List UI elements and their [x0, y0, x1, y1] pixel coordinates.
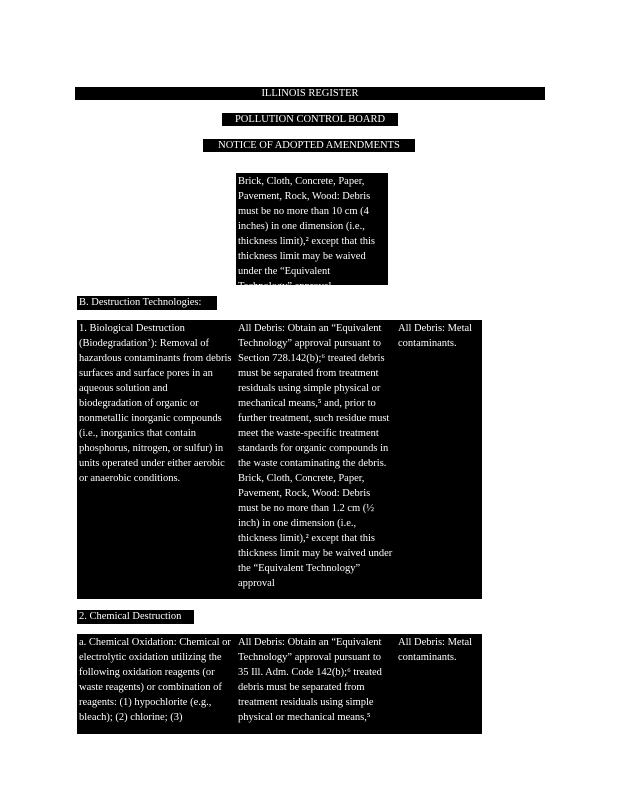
row1-contaminant-cell: All Debris: Metal contaminants. — [398, 323, 473, 349]
table-row — [77, 634, 482, 734]
table-row — [77, 320, 482, 599]
row2-standard-cell: All Debris: Obtain an “Equivalent Technology” approval pursuant to 35 Ill. Adm. Code 142(b);⁶ treated debris must be separated from treatment residuals using simple physical or mechanical means,⁵ — [238, 637, 382, 723]
row1-technology-cell: 1. Biological Destruction (Biodegradation’): Removal of hazardous contaminants from debris surfaces and surface pores in an aqueous solution and biodegradation of organic or nonmetallic inorganic compounds (i.e., inorganics that contain phosphorus, nitrogen, or sulfur) in units operated under either aerobic or anaerobic conditions. — [79, 323, 232, 484]
row2-technology-cell: a. Chemical Oxidation: Chemical or electrolytic oxidation utilizing the following oxidation reagents (or waste reagents) or combination of reagents: (1) hypochlorite (e.g., bleach); (2) chlorine; (3) — [79, 637, 231, 723]
register-title: ILLINOIS REGISTER — [75, 87, 545, 100]
row2-contaminant-cell: All Debris: Metal contaminants. — [398, 637, 473, 663]
section-2-heading: 2. Chemical Destruction — [77, 610, 194, 624]
row1-standard-cell: All Debris: Obtain an “Equivalent Technology” approval pursuant to Section 728.142(b);⁶ treated debris must be separated from treatment residuals using simple physical or mechanical means,⁵ and, prior to further treatment, such residue must meet the waste-specific treatment standards for organic compounds in the waste contaminating the debris. Brick, Cloth, Concrete, Paper, Pavement, Rock, Wood: Debris must be no more than 1.2 cm (½ inch) in one dimension (i.e., thickness limit),² except that this thickness limit may be waived under the “Equivalent Technology” approval — [238, 323, 393, 589]
top-continuation-cell — [236, 173, 388, 292]
board-title: POLLUTION CONTROL BOARD — [222, 113, 398, 126]
section-b-heading: B. Destruction Technologies: — [77, 296, 217, 310]
top-cell-text: Brick, Cloth, Concrete, Paper, Pavement, Rock, Wood: Debris must be no more than 10 cm (4 inches) in one dimension (i.e., thickness limit),² except that this thickness limit may be waived under the “Equivalent Technology” approval — [238, 176, 375, 292]
notice-title: NOTICE OF ADOPTED AMENDMENTS — [203, 139, 415, 152]
